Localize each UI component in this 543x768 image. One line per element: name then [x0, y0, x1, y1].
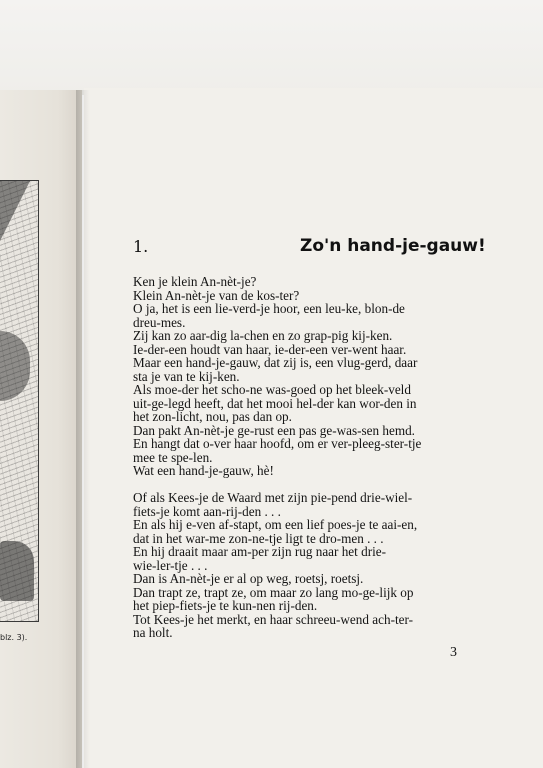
text-line: Of als Kees-je de Waard met zijn pie-pend drie-wiel-: [133, 490, 413, 505]
text-line: mee te spe-len.: [133, 449, 213, 465]
text-line: het piep-fiets-je te kun-nen rij-den.: [133, 598, 318, 613]
text-line: het zon-licht, nou, pas dan op.: [133, 409, 292, 424]
left-page-illustration: [0, 180, 39, 622]
chapter-number: 1.: [133, 237, 149, 256]
text-line: En hij draait maar am-per zijn rug naar het drie-: [133, 544, 387, 559]
text-line: Als moe-der het scho-ne was-goed op het bleek-veld: [133, 382, 411, 397]
text-line: En als hij e-ven af-stapt, om een lief poes-je te aai-en,: [133, 517, 418, 532]
book-spine: [76, 90, 90, 768]
page-number: 3: [450, 645, 457, 660]
left-page-caption: blz. 3).: [0, 633, 28, 642]
text-line: sta je van te kij-ken.: [133, 368, 240, 384]
text-line: Wat een hand-je-gauw, hè!: [133, 463, 274, 478]
text-line: dat in het war-me zon-ne-tje ligt te dro-men . . .: [133, 530, 384, 546]
text-line: fiets-je komt aan-rij-den . . .: [133, 503, 281, 519]
text-line: En hangt dat o-ver haar hoofd, om er ver-pleeg-ster-tje: [133, 436, 422, 451]
text-line: Ken je klein An-nèt-je?: [133, 274, 257, 289]
text-line: Tot Kees-je het merkt, en haar schreeu-wend ach-ter-: [133, 611, 414, 627]
text-line: wie-ler-tje . . .: [133, 557, 208, 573]
text-line: Maar een hand-je-gauw, dat zij is, een vlug-gerd, daar: [133, 355, 418, 370]
text-line: na holt.: [133, 625, 173, 640]
chapter-title: Zo'n hand-je-gauw!: [300, 236, 486, 256]
story-text: [133, 275, 463, 640]
text-line: Zij kan zo aar-dig la-chen en zo grap-pig kij-ken.: [133, 328, 393, 343]
text-line: Dan is An-nèt-je er al op weg, roetsj, roetsj.: [133, 571, 364, 586]
text-line: Klein An-nèt-je van de kos-ter?: [133, 287, 300, 303]
text-line: Dan trapt ze, trapt ze, om maar zo lang mo-ge-lijk op: [133, 584, 414, 600]
text-line: O ja, het is een lie-verd-je hoor, een leu-ke, blon-de: [133, 301, 405, 316]
text-line: Dan pakt An-nèt-je ge-rust een pas ge-was-sen hemd.: [133, 422, 415, 438]
background: [0, 0, 543, 95]
stanza-gap: [133, 478, 463, 492]
text-line: dreu-mes.: [133, 314, 186, 330]
text-line: Ie-der-een houdt van haar, ie-der-een ver-went haar.: [133, 341, 407, 357]
text-line: uit-ge-legd heeft, dat het mooi hel-der kan wor-den in: [133, 395, 417, 411]
